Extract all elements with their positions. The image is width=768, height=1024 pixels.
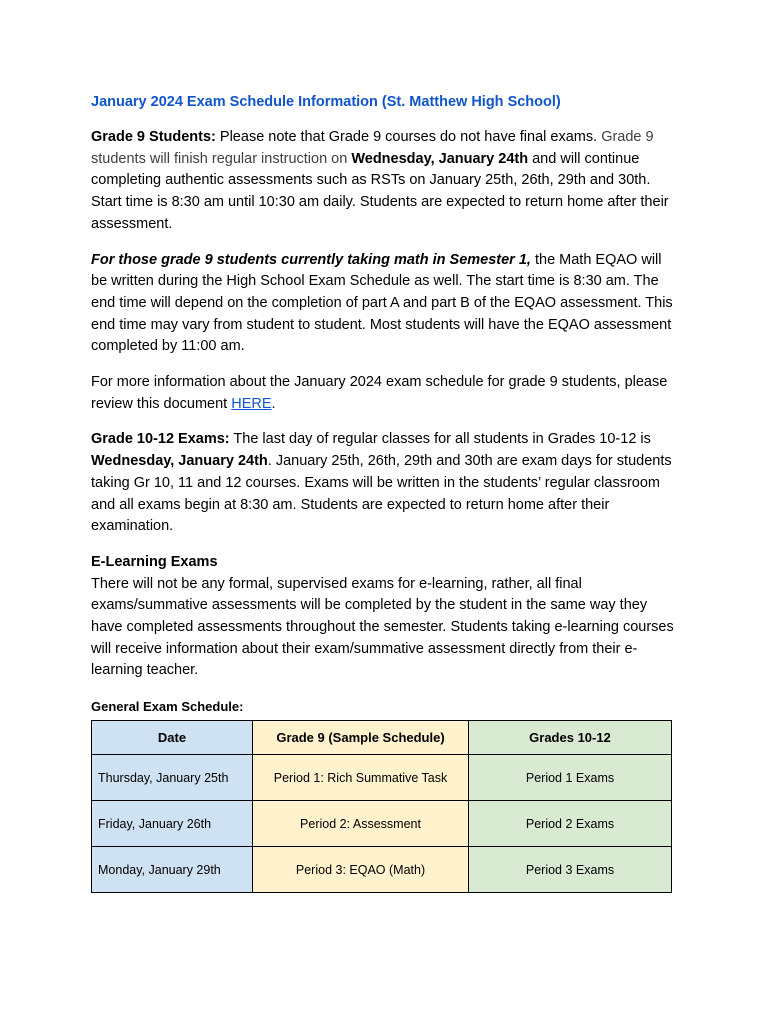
row-grades10-12: Period 2 Exams bbox=[469, 801, 672, 847]
eqao-lead: For those grade 9 students currently taking math in Semester 1, bbox=[91, 251, 531, 268]
grade10-12-text-2: . January 25th, 26th, 29th and 30th are exam days for students taking Gr 10, 11 and 12 courses. Exams will be written in the students’ regular classroom and all exams begin at 8:30 am. Students are expected to return home after their examination. bbox=[91, 453, 672, 535]
elearning-paragraph: There will not be any formal, supervised exams for e-learning, rather, all final exams/summative assessments will be completed by the student in the same way they have completed assessments throughout the semester. Students taking e-learning courses will receive information about their exam/summative assessment directly from their e-learning teacher. bbox=[91, 575, 674, 679]
eqao-paragraph bbox=[91, 250, 681, 359]
grade9-text-1: Please note that Grade 9 courses do not have final exams. bbox=[215, 129, 602, 145]
exam-schedule-table bbox=[91, 720, 672, 893]
row-grade9: Period 2: Assessment bbox=[253, 801, 469, 847]
more-info-text: For more information about the January 2024 exam schedule for grade 9 students, please review this document bbox=[91, 374, 668, 412]
grade10-12-paragraph bbox=[91, 429, 681, 538]
header-date: Date bbox=[92, 721, 253, 755]
grade9-text-2: Grade 9 students will finish regular instruction on bbox=[91, 129, 654, 167]
grade9-paragraph bbox=[91, 127, 681, 236]
row-grades10-12: Period 3 Exams bbox=[469, 847, 672, 893]
table-row bbox=[92, 801, 672, 847]
grade9-date: Wednesday, January 24th bbox=[351, 150, 529, 167]
document-title: January 2024 Exam Schedule Information (St. Matthew High School) bbox=[91, 94, 561, 110]
row-date: Monday, January 29th bbox=[92, 847, 253, 893]
table-header-row bbox=[92, 721, 672, 755]
header-grade9: Grade 9 (Sample Schedule) bbox=[253, 721, 469, 755]
table-row bbox=[92, 755, 672, 801]
schedule-caption: General Exam Schedule: bbox=[91, 699, 244, 715]
grade10-12-date: Wednesday, January 24th bbox=[91, 453, 268, 470]
row-grade9: Period 3: EQAO (Math) bbox=[253, 847, 469, 893]
more-info-end: . bbox=[271, 395, 276, 412]
row-date: Friday, January 26th bbox=[92, 801, 253, 847]
grade10-12-text-1: The last day of regular classes for all students in Grades 10-12 is bbox=[229, 431, 651, 448]
here-link[interactable]: HERE bbox=[231, 395, 272, 412]
document-content bbox=[91, 92, 681, 893]
header-grades10-12: Grades 10-12 bbox=[469, 721, 672, 755]
row-grades10-12: Period 1 Exams bbox=[469, 755, 672, 801]
grade9-text-3: and will continue completing authentic assessments such as RSTs on January 25th, 26th, 29th and 30th. Start time is 8:30 am until 10:30 am daily. Students are expected to return home after their assessment. bbox=[91, 150, 669, 232]
row-grade9: Period 1: Rich Summative Task bbox=[253, 755, 469, 801]
grade10-12-label: Grade 10-12 Exams: bbox=[91, 431, 230, 448]
grade9-label: Grade 9 Students: bbox=[91, 129, 216, 145]
row-date: Thursday, January 25th bbox=[92, 755, 253, 801]
more-info-paragraph bbox=[91, 372, 681, 415]
elearning-heading: E-Learning Exams bbox=[91, 553, 218, 570]
table-row bbox=[92, 847, 672, 893]
eqao-text: the Math EQAO will be written during the High School Exam Schedule as well. The start time is 8:30 am. The end time will depend on the completion of part A and part B of the EQAO assessment. This end time may vary from student to student. Most students will have the EQAO assessment completed by 11:00 am. bbox=[91, 251, 673, 355]
